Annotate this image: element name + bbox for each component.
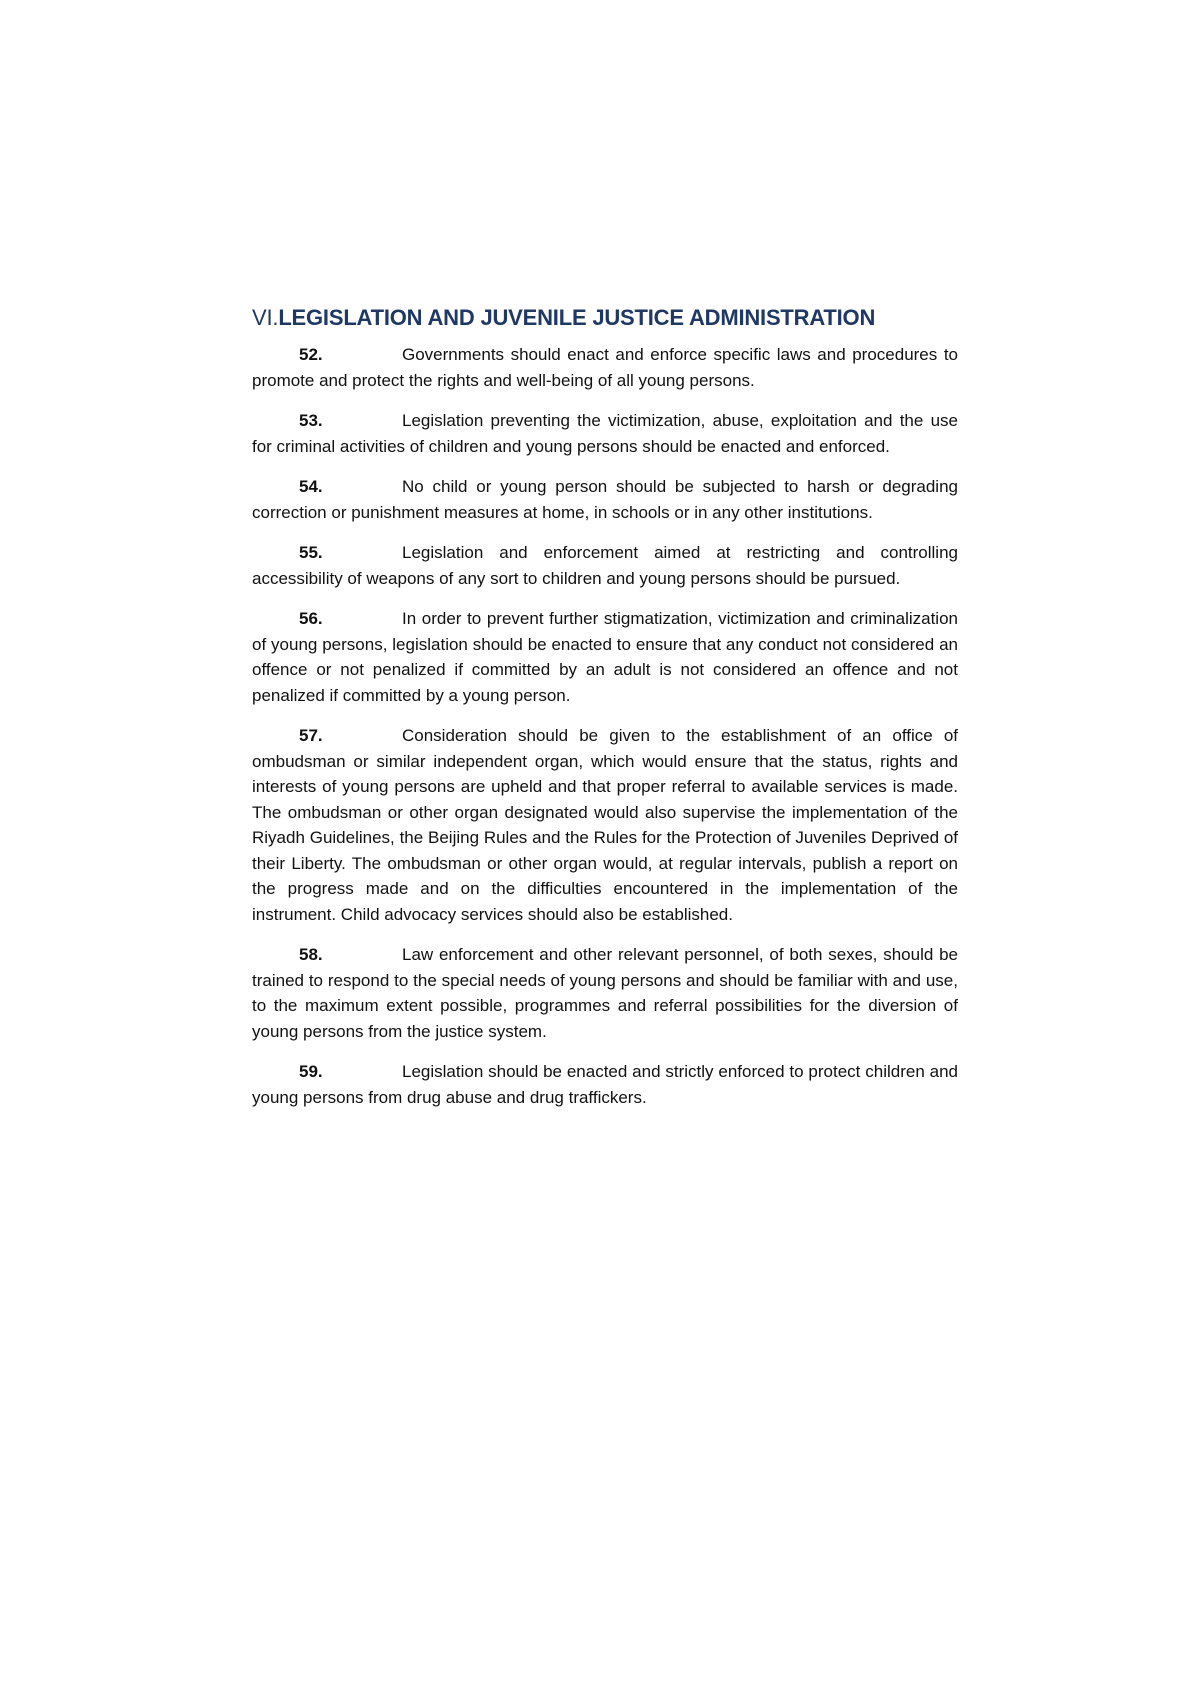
paragraph-52 bbox=[252, 342, 958, 393]
paragraph-number: 55. bbox=[299, 543, 323, 562]
paragraph-number: 56. bbox=[299, 609, 323, 628]
paragraph-number: 59. bbox=[299, 1062, 323, 1081]
paragraph-text: Legislation preventing the victimization, abuse, exploitation and the use for criminal activities of children and young persons should be enacted and enforced. bbox=[252, 411, 958, 456]
section-title: LEGISLATION AND JUVENILE JUSTICE ADMINISTRATION bbox=[278, 305, 876, 330]
paragraph-text: Governments should enact and enforce specific laws and procedures to promote and protect the rights and well-being of all young persons. bbox=[252, 345, 958, 390]
paragraph-53 bbox=[252, 408, 958, 459]
paragraph-text: Consideration should be given to the establishment of an office of ombudsman or similar independent organ, which would ensure that the status, rights and interests of young persons are upheld and that proper referral to available services is made. The ombudsman or other organ designated would also supervise the implementation of the Riyadh Guidelines, the Beijing Rules and the Rules for the Protection of Juveniles Deprived of their Liberty. The ombudsman or other organ would, at regular intervals, publish a report on the progress made and on the difficulties encountered in the implementation of the instrument. Child advocacy services should also be established. bbox=[252, 726, 958, 924]
paragraph-text: Law enforcement and other relevant personnel, of both sexes, should be trained to respond to the special needs of young persons and should be familiar with and use, to the maximum extent possible, programmes and referral possibilities for the diversion of young persons from the justice system. bbox=[252, 945, 958, 1041]
paragraph-text: Legislation and enforcement aimed at restricting and controlling accessibility of weapons of any sort to children and young persons should be pursued. bbox=[252, 543, 958, 588]
paragraph-59 bbox=[252, 1059, 958, 1110]
paragraph-57 bbox=[252, 723, 958, 927]
section-numeral: VI. bbox=[252, 305, 279, 330]
document-page bbox=[252, 302, 958, 1125]
paragraph-55 bbox=[252, 540, 958, 591]
paragraph-number: 57. bbox=[299, 726, 323, 745]
paragraph-56 bbox=[252, 606, 958, 708]
paragraph-text: In order to prevent further stigmatization, victimization and criminalization of young persons, legislation should be enacted to ensure that any conduct not considered an offence or not penalized if committed by an adult is not considered an offence and not penalized if committed by a young person. bbox=[252, 609, 958, 705]
paragraph-number: 52. bbox=[299, 345, 323, 364]
paragraph-number: 58. bbox=[299, 945, 323, 964]
paragraph-54 bbox=[252, 474, 958, 525]
paragraph-58 bbox=[252, 942, 958, 1044]
section-heading bbox=[252, 302, 958, 334]
paragraph-number: 54. bbox=[299, 477, 323, 496]
paragraph-text: Legislation should be enacted and strictly enforced to protect children and young persons from drug abuse and drug traffickers. bbox=[252, 1062, 958, 1107]
paragraph-text: No child or young person should be subjected to harsh or degrading correction or punishment measures at home, in schools or in any other institutions. bbox=[252, 477, 958, 522]
paragraph-number: 53. bbox=[299, 411, 323, 430]
